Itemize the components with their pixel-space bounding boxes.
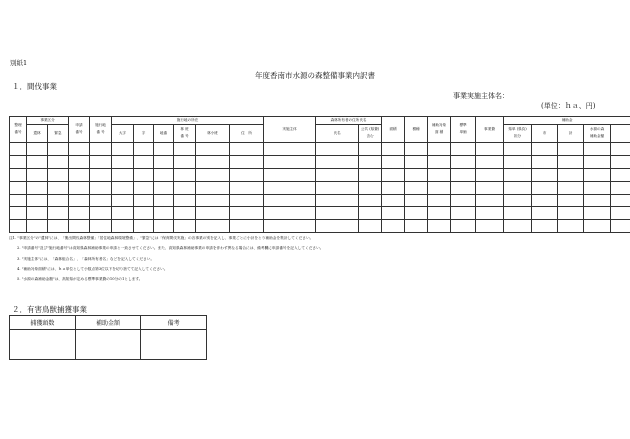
table-cell[interactable] [382, 207, 405, 220]
table-cell[interactable] [532, 194, 558, 207]
table-cell[interactable] [264, 207, 316, 220]
table-cell[interactable] [69, 155, 90, 168]
hdr-hojokin: 補助金 [504, 117, 630, 125]
table-cell[interactable] [264, 143, 316, 156]
table-cell[interactable] [230, 143, 264, 156]
table-cell[interactable] [476, 155, 504, 168]
table-cell[interactable] [504, 155, 532, 168]
table-cell[interactable] [230, 168, 264, 181]
table-cell[interactable] [584, 220, 611, 233]
table-cell[interactable] [264, 194, 316, 207]
table-cell[interactable] [476, 194, 504, 207]
table-cell[interactable] [48, 143, 69, 156]
table-cell[interactable] [451, 181, 476, 194]
page-title: 年度香南市水源の森整備事業内訳書 [255, 71, 375, 80]
table-cell[interactable] [611, 207, 630, 220]
table-cell[interactable] [382, 143, 405, 156]
table-row [10, 181, 630, 194]
table-cell[interactable] [90, 168, 112, 181]
hdr-shozai: 施行地の所在 [112, 117, 264, 125]
table-cell[interactable] [134, 207, 154, 220]
hdr-kei: 計 [558, 125, 584, 143]
table-cell[interactable] [69, 207, 90, 220]
table-cell[interactable] [405, 168, 428, 181]
table-cell[interactable] [112, 143, 134, 156]
table-cell[interactable] [316, 207, 359, 220]
hdr-ooaza: 大字 [112, 125, 134, 143]
entity-name-label: 事業実施主体名： [453, 92, 509, 100]
table-cell[interactable] [230, 181, 264, 194]
hdr-shoyusha: 森林所有者の住所氏名 [316, 117, 382, 125]
note-4: 4. "補助対象面積"には、ｈａ単位として小数点第3位以下を切り捨てて記入してください。 [17, 266, 168, 271]
table-cell[interactable] [451, 220, 476, 233]
table-row [10, 143, 630, 156]
table-row [10, 155, 630, 168]
table-cell[interactable] [112, 168, 134, 181]
table-cell[interactable] [10, 155, 27, 168]
table-cell[interactable] [451, 143, 476, 156]
table-cell[interactable] [230, 194, 264, 207]
table-cell[interactable] [359, 181, 382, 194]
table-cell[interactable] [154, 143, 174, 156]
table-cell[interactable] [428, 143, 451, 156]
table-cell[interactable] [382, 168, 405, 181]
table-cell[interactable] [532, 155, 558, 168]
table-cell[interactable] [584, 155, 611, 168]
unit-label: (単位：ｈａ、円) [541, 102, 596, 110]
hdr-shimei: 氏名 [316, 125, 359, 143]
table-cell[interactable] [428, 207, 451, 220]
table-cell[interactable] [558, 155, 584, 168]
table-cell[interactable] [428, 181, 451, 194]
notes-block [9, 237, 323, 288]
table-cell[interactable] [154, 168, 174, 181]
table-cell[interactable] [154, 207, 174, 220]
table-cell[interactable] [154, 181, 174, 194]
table-cell[interactable] [532, 220, 558, 233]
table-cell[interactable] [532, 168, 558, 181]
table-cell[interactable] [382, 220, 405, 233]
table-row [10, 207, 630, 220]
table-cell[interactable] [69, 220, 90, 233]
table-cell[interactable] [10, 194, 27, 207]
table-cell[interactable] [69, 168, 90, 181]
table-cell[interactable] [134, 220, 154, 233]
table-cell[interactable] [532, 181, 558, 194]
table-cell[interactable] [27, 168, 48, 181]
note-5: 5. "水源の森補助金額"は、高知県が定める標準事業費の10分の1とします。 [17, 277, 143, 282]
table-cell[interactable] [27, 155, 48, 168]
table-cell[interactable] [134, 181, 154, 194]
table-cell[interactable] [264, 220, 316, 233]
hdr-kentan: 県単 (県負) 担分 [504, 125, 532, 143]
table-cell[interactable] [174, 143, 196, 156]
hdr-capture-count: 捕獲頭数 [10, 316, 76, 330]
hdr-suigen: 水源の森 補助金額 [584, 125, 611, 143]
table-cell[interactable] [196, 155, 230, 168]
section2-heading: ２．有害鳥獣捕獲事業 [12, 305, 87, 314]
table-cell[interactable] [428, 220, 451, 233]
table-cell[interactable] [316, 220, 359, 233]
table-cell[interactable] [134, 143, 154, 156]
table-cell[interactable] [382, 181, 405, 194]
table-cell[interactable] [264, 155, 316, 168]
table-cell[interactable] [316, 143, 359, 156]
table-cell[interactable] [90, 143, 112, 156]
table-cell[interactable] [476, 207, 504, 220]
hdr-koeki: 公共 (県費) 含む [359, 125, 382, 143]
table-cell[interactable] [316, 181, 359, 194]
table-cell[interactable] [428, 155, 451, 168]
table-cell[interactable] [584, 194, 611, 207]
table-row [10, 168, 630, 181]
table-cell[interactable] [112, 220, 134, 233]
table-cell[interactable] [154, 194, 174, 207]
table-cell[interactable] [611, 143, 630, 156]
table-cell[interactable] [174, 181, 196, 194]
table-cell[interactable] [230, 207, 264, 220]
section1-heading: １．間伐事業 [12, 82, 57, 91]
table-cell[interactable] [476, 220, 504, 233]
cell-empty[interactable] [141, 330, 207, 360]
table-cell[interactable] [428, 194, 451, 207]
table-cell[interactable] [382, 194, 405, 207]
table-cell[interactable] [504, 220, 532, 233]
table-cell[interactable] [112, 155, 134, 168]
table-cell[interactable] [196, 143, 230, 156]
hdr-kyubatsu: 遺林 [27, 125, 48, 143]
table-cell[interactable] [611, 181, 630, 194]
table-cell[interactable] [112, 181, 134, 194]
thinning-table [9, 116, 630, 233]
table-cell[interactable] [451, 207, 476, 220]
table-cell[interactable] [174, 220, 196, 233]
table-cell[interactable] [154, 220, 174, 233]
table-cell[interactable] [196, 181, 230, 194]
cell-empty[interactable] [75, 330, 141, 360]
table-cell[interactable] [48, 168, 69, 181]
table-cell[interactable] [48, 220, 69, 233]
table-cell[interactable] [558, 220, 584, 233]
hdr-shi: 市 [532, 125, 558, 143]
table-cell[interactable] [405, 207, 428, 220]
table-cell[interactable] [264, 168, 316, 181]
table-cell[interactable] [504, 194, 532, 207]
hdr-menseki: 面積 [382, 117, 405, 143]
hdr-rinshohan: 林小班 [196, 125, 230, 143]
table-cell[interactable] [476, 168, 504, 181]
table-cell[interactable] [90, 181, 112, 194]
table-cell[interactable] [27, 143, 48, 156]
table-cell[interactable] [504, 181, 532, 194]
table-cell[interactable] [196, 168, 230, 181]
table-cell[interactable] [558, 143, 584, 156]
note-2: 2. "申請番号"及び"施行地番号"は高知県森林補助事業の申請と一致させてください。また、高知県森林補助事業の申請を伴わず異なる場合には、備考欄に申請番号を記入してください。 [17, 246, 324, 251]
table-cell[interactable] [196, 220, 230, 233]
table-cell[interactable] [230, 220, 264, 233]
table-cell[interactable] [405, 155, 428, 168]
hdr-jushu: 樹種 [405, 117, 428, 143]
table-cell[interactable] [584, 143, 611, 156]
hdr-remarks: 備考 [141, 316, 207, 330]
table-cell[interactable] [584, 207, 611, 220]
hdr-jusho: 住 所 [230, 125, 264, 143]
table-cell[interactable] [196, 207, 230, 220]
attachment-label: 別紙1 [10, 59, 28, 67]
pest-table [9, 315, 207, 360]
table-cell[interactable] [359, 207, 382, 220]
table-cell[interactable] [359, 194, 382, 207]
table-cell[interactable] [10, 143, 27, 156]
table-cell[interactable] [10, 181, 27, 194]
table-cell[interactable] [382, 155, 405, 168]
table-cell[interactable] [558, 181, 584, 194]
hdr-jigyohi: 事業費 [476, 117, 504, 143]
hdr-shinsei: 申請 番号 [69, 117, 90, 143]
table-cell[interactable] [532, 207, 558, 220]
table-cell[interactable] [69, 194, 90, 207]
table-cell[interactable] [405, 143, 428, 156]
hdr-hyojun: 標準 単価 [451, 117, 476, 143]
table-row [10, 220, 630, 233]
hdr-seiri: 整理 番号 [10, 117, 27, 143]
table-cell[interactable] [451, 194, 476, 207]
table-cell[interactable] [611, 194, 630, 207]
table-cell[interactable] [476, 143, 504, 156]
table-cell[interactable] [69, 181, 90, 194]
table-cell[interactable] [428, 168, 451, 181]
table-cell[interactable] [230, 155, 264, 168]
table-cell[interactable] [611, 168, 630, 181]
table-row [10, 194, 630, 207]
table-cell[interactable] [405, 181, 428, 194]
table-cell[interactable] [27, 194, 48, 207]
table-cell[interactable] [174, 168, 196, 181]
table-cell[interactable] [451, 168, 476, 181]
hdr-kinkyu: 緊急 [48, 125, 69, 143]
table-cell[interactable] [611, 155, 630, 168]
table-cell[interactable] [316, 155, 359, 168]
table-cell[interactable] [154, 155, 174, 168]
note-3: 3. "実施主体"には、「森林組合名」、「森林所有者名」などを記入してください。 [17, 256, 155, 261]
table-cell[interactable] [451, 155, 476, 168]
table-cell[interactable] [558, 194, 584, 207]
table-cell[interactable] [90, 220, 112, 233]
table-cell[interactable] [316, 194, 359, 207]
table-cell[interactable] [611, 220, 630, 233]
table-cell[interactable] [48, 181, 69, 194]
table-cell[interactable] [27, 181, 48, 194]
table-cell[interactable] [134, 155, 154, 168]
table-cell[interactable] [27, 220, 48, 233]
table-cell[interactable] [532, 143, 558, 156]
table-cell[interactable] [69, 143, 90, 156]
hdr-chiban: 地番 [154, 125, 174, 143]
table-cell[interactable] [27, 207, 48, 220]
hdr-aza: 字 [134, 125, 154, 143]
table-cell[interactable] [90, 194, 112, 207]
table-cell[interactable] [405, 194, 428, 207]
table-cell[interactable] [90, 155, 112, 168]
table-cell[interactable] [90, 207, 112, 220]
table-cell[interactable] [48, 194, 69, 207]
cell-empty[interactable] [10, 330, 76, 360]
table-cell[interactable] [584, 168, 611, 181]
table-cell[interactable] [504, 168, 532, 181]
table-cell[interactable] [112, 207, 134, 220]
hdr-risetsu: 施行地 番 号 [90, 117, 112, 143]
table-cell[interactable] [405, 220, 428, 233]
table-cell[interactable] [134, 168, 154, 181]
table-cell[interactable] [174, 194, 196, 207]
table-cell[interactable] [10, 168, 27, 181]
table-cell[interactable] [174, 155, 196, 168]
table-cell[interactable] [359, 155, 382, 168]
hdr-rinpan: 林 班 番 号 [174, 125, 196, 143]
hdr-subsidy-amount: 補助金額 [75, 316, 141, 330]
table-cell[interactable] [10, 220, 27, 233]
table-cell[interactable] [584, 181, 611, 194]
table-cell[interactable] [174, 207, 196, 220]
table-cell[interactable] [359, 143, 382, 156]
table-cell[interactable] [476, 181, 504, 194]
table-cell[interactable] [10, 207, 27, 220]
table-cell[interactable] [558, 207, 584, 220]
note-1: 注1. "事業区分"の"遺林"には、「搬出間伐森林整備」「居住地森林環境整備」、"緊急"には「保育間伐実施」の各事業の別を記入し、事業ごとに小計をとり補助金を集計してください。 [9, 236, 314, 240]
hdr-hojo-menseki: 補助対象 面 積 [428, 117, 451, 143]
hdr-jisshi: 実施主体 [264, 117, 316, 143]
table-cell[interactable] [558, 168, 584, 181]
hdr-jigyo-kubun: 事業区分 [27, 117, 69, 125]
table-cell[interactable] [264, 181, 316, 194]
table-cell[interactable] [359, 168, 382, 181]
table-cell[interactable] [134, 194, 154, 207]
table-cell[interactable] [359, 220, 382, 233]
table-cell[interactable] [112, 194, 134, 207]
table-cell[interactable] [316, 168, 359, 181]
table-cell[interactable] [504, 207, 532, 220]
table-cell[interactable] [48, 155, 69, 168]
table-cell[interactable] [504, 143, 532, 156]
table-cell[interactable] [48, 207, 69, 220]
table-cell[interactable] [196, 194, 230, 207]
